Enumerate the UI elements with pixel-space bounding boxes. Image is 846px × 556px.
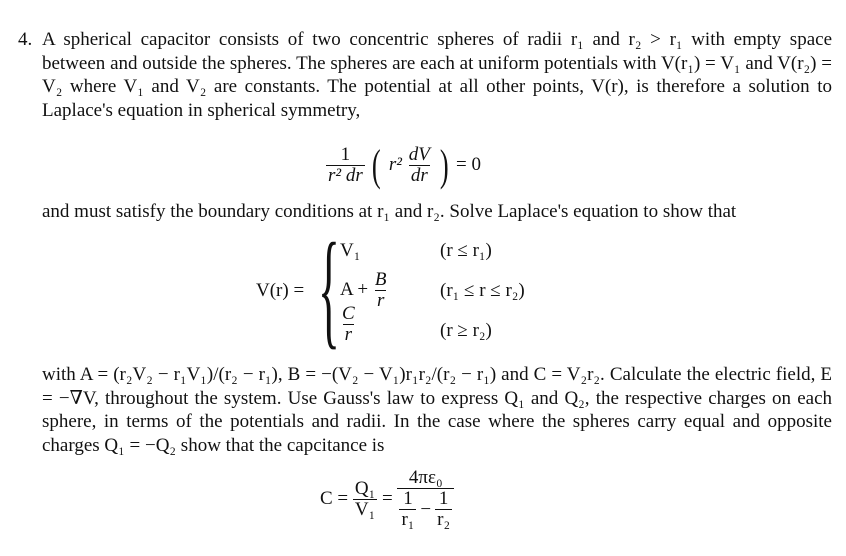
case-between: A + $\frac{B}{r}$ [340,269,387,311]
capacitance-fraction: 4πε₀ $\frac{1}{\text{r₁}}$ − $\frac{1}{\text{r₂}}$ [397,468,454,530]
problem-intro [18,28,832,122]
cond-between: (r₁ ≤ r ≤ r₂) [440,280,525,301]
intro-text: A spherical capacitor consists of two concentric spheres of radii r₁ and r₂ > r₁ with empty space between and outside the spheres. The spheres are each at uniform potentials with V(r₁) = V₁ and V(r₂) = V₂ where V₁ and V₂ are constants. The potential at all other points, V(r), is therefore a solution to Laplace's equation in spherical symmetry, [42,29,832,121]
potential-lhs: V(r) = [256,280,305,301]
laplace-equation: $\frac{1}{\text{r² dr}}$ ( r² $\frac{dV}{dr}$ ) = 0 [328,141,481,190]
laplace-prefactor: $\frac{1}{\text{r² dr}}$ [328,144,363,186]
capacitance-equation: C = $\frac{\text{Q₁}}{\text{V₁}}$ = 4πε₀ $\frac{1}{\text{r₁}}$ − $\frac{1}{\text{r₂}}$ [320,468,454,530]
piecewise-potential [256,217,576,361]
constants-text: with A = (r₂V₂ − r₁V₁)/(r₂ − r₁), B = −(V₂ − V₁)r₁r₂/(r₂ − r₁) and C = V₂r₂. Calculate the electric field, E = −∇V, throughout the system. Use Gauss's law to express Q₁ and Q₂, the respective charges on each sphere, in terms of the potentials and radii. In the case where the spheres carry equal and opposite charges Q₁ = −Q₂ show that the capcitance is [42,364,832,456]
cond-inner: (r ≤ r₁) [440,240,492,261]
dv-dr-fraction: $\frac{dV}{dr}$ [408,144,430,186]
cond-outer: (r ≥ r₂) [440,320,492,341]
left-brace: { [318,217,340,361]
case-inner: V₁ [340,240,361,261]
boundary-text: and must satisfy the boundary conditions at r₁ and r₂. Solve Laplace's equation to show that [42,201,737,222]
case-outer: $\frac{C}{r}$ [342,303,355,345]
q-over-v: $\frac{\text{Q₁}}{\text{V₁}}$ [354,477,376,520]
problem-number: 4. [18,29,33,50]
